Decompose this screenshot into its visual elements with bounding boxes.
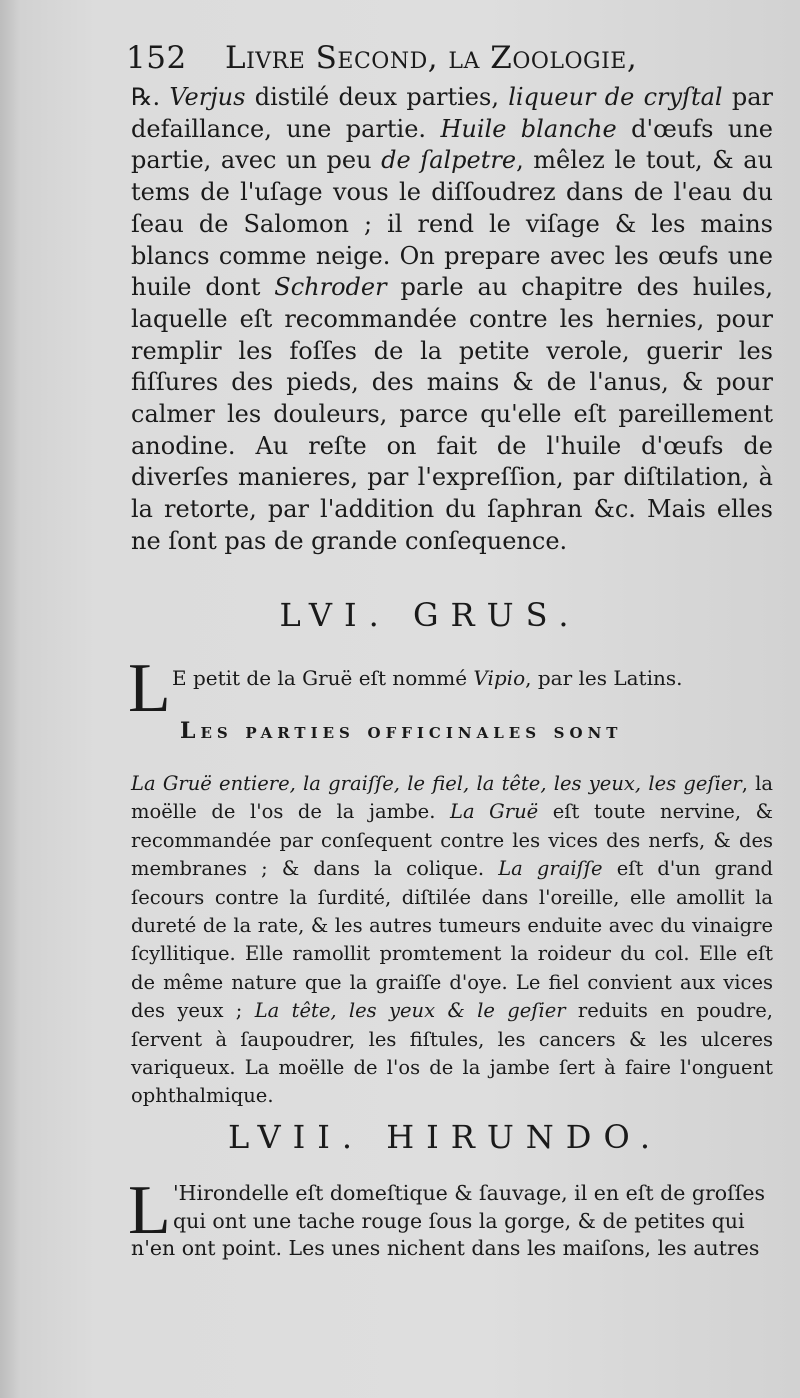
text-run: par defaillance, une partie.: [131, 83, 773, 143]
term-liqueur: liqueur de cryſtal: [508, 83, 723, 111]
term-verjus: Verjus: [169, 83, 246, 111]
grus-body-paragraph: [131, 770, 773, 1111]
drop-cap: L: [128, 1172, 171, 1249]
term-gruë-parts: La Gruë entiere, la graiſſe, le fiel, la tête, les yeux, les geſier: [131, 772, 742, 795]
text-run: parle au chapitre des huiles, laquelle eſt recommandée contre les hernies, pour remplir les foſſes de la petite verole, guerir les fiſſures des pieds, des mains & de l'anus, & pour calmer les douleurs, parce qu'elle eſt pareillement anodine. Au reſte on fait de l'huile d'œufs de diverſes manieres, par l'expreſſion, par diſtilation, à la retorte, par l'addition du ſaphran &c. Mais elles ne ſont pas de grande conſequence.: [131, 273, 774, 555]
page-gutter-shadow: [0, 0, 20, 1398]
term-schroder: Schroder: [274, 273, 387, 302]
term-salpetre: de ſalpetre: [381, 146, 517, 175]
recipe-mark: ℞.: [131, 83, 161, 111]
subheading-officinal-parts: Les parties officinales sont: [180, 718, 623, 744]
text-line: qui ont une tache rouge ſous la gorge, & de petites qui: [173, 1208, 745, 1233]
hirundo-paragraph: [131, 1180, 773, 1263]
section-heading-lvi: LVI. GRUS.: [279, 596, 581, 634]
intro-paragraph: [131, 82, 773, 558]
text-run: distilé deux parties,: [245, 83, 509, 111]
term-tete-yeux: La tête, les yeux & le geſier: [254, 999, 566, 1023]
text-line: n'en ont point. Les unes nichent dans les maiſons, les autres: [131, 1236, 760, 1260]
text-run: , par les Latins.: [525, 666, 683, 690]
text-run: , la moëlle de l'os de la jambe.: [131, 772, 774, 824]
term-graisse: La graiſſe: [498, 857, 603, 881]
page-number: 152: [126, 40, 187, 76]
term-vipio: Vipio: [473, 666, 526, 690]
term-grue: La Gruë: [450, 800, 539, 824]
drop-cap: L: [128, 650, 171, 727]
text-run: , mêlez le tout, & au tems de l'uſage vous le diſſoudrez dans de l'eau du ſeau de Salomon ; il rend le viſage & les mains blancs comme neige. On prepare avec les œufs une huile dont: [131, 146, 773, 302]
text-run: reduits en poudre, ſervent à ſaupoudrer, les fiſtules, les cancers & les ulceres variqueux. La moëlle de l'os de la jambe ſert à faire l'onguent ophthalmique.: [131, 999, 773, 1108]
text-run: eſt d'un grand ſecours contre la ſurdité, diſtilée dans l'oreille, elle amollit la dureté de la rate, & les autres tumeurs enduite avec du vinaigre ſcyllitique. Elle ramollit promtement la roideur du col. Elle eſt de même nature que la graiſſe d'oye. Le fiel convient aux vices des yeux ;: [131, 857, 773, 1023]
section-heading-lvii: LVII. HIRUNDO.: [228, 1118, 662, 1156]
page-header: [126, 40, 686, 76]
text-run: d'œufs une partie, avec un peu: [131, 114, 773, 175]
text-line: 'Hirondelle eſt domeſtique & ſauvage, il en eſt de groſſes: [173, 1181, 765, 1205]
term-huile: Huile blanche: [440, 114, 617, 143]
text-run: E petit de la Gruë eſt nommé: [172, 666, 474, 690]
section-first-line: [172, 666, 682, 690]
text-run: eſt toute nervine, & recommandée par conſequent contre les vices des nerfs, & des membranes ; & dans la colique.: [131, 800, 773, 881]
running-title: Livre Second, la Zoologie,: [225, 40, 638, 76]
